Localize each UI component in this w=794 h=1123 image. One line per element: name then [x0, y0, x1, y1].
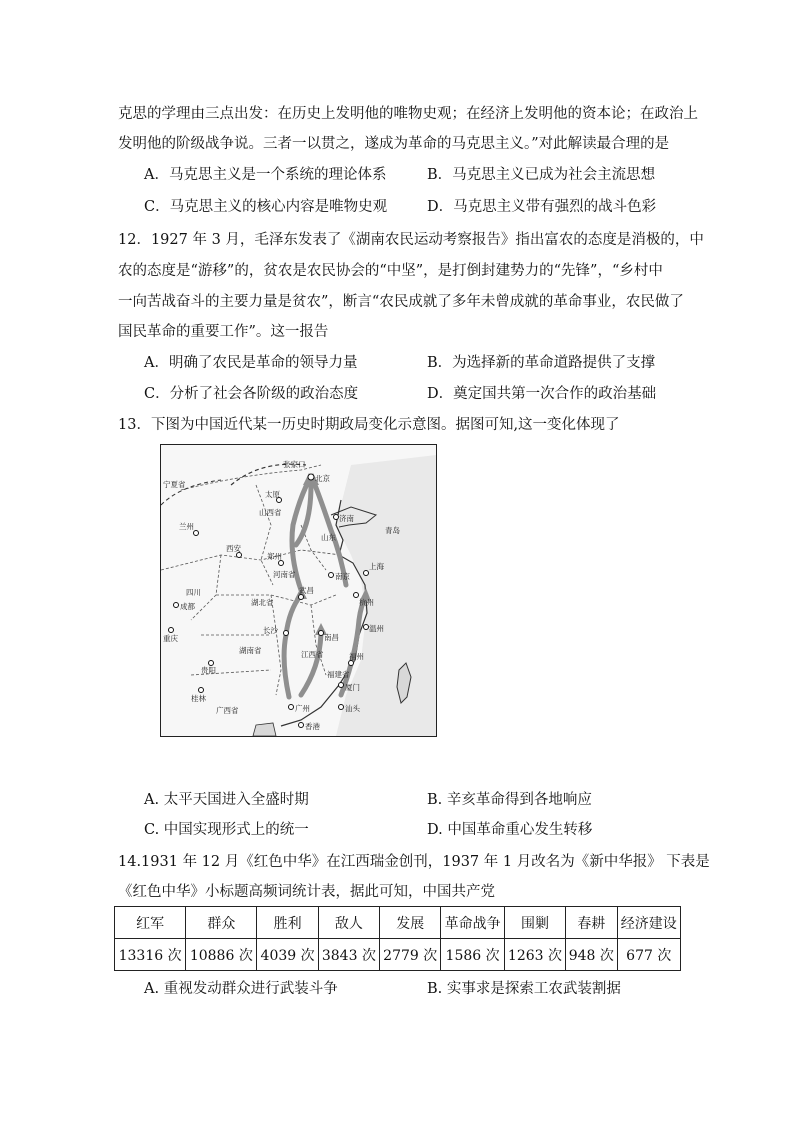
q13-option-a: A. 太平天国进入全盛时期	[144, 792, 309, 808]
label-chengdu: 成都	[180, 602, 195, 611]
header-cell: 经济建设	[617, 907, 681, 939]
table-header-row	[115, 907, 681, 939]
label-jinan: 济南	[339, 514, 354, 523]
label-guiyang: 贵阳	[201, 666, 216, 675]
q13-option-b: B. 辛亥革命得到各地响应	[427, 792, 592, 808]
hainan-island	[253, 723, 276, 736]
label-xianggang: 香港	[305, 722, 320, 731]
q12-stem-line-3: 一向苦战奋斗的主要力量是贫农”，断言“农民成就了多年未曾成就的革命事业，农民做了	[118, 294, 684, 310]
province-borders	[161, 465, 341, 695]
central-route-arrow	[301, 630, 321, 695]
value-cell: 1263 次	[504, 939, 565, 971]
label-henan: 河南省	[273, 570, 296, 579]
label-fujian: 福建省	[327, 670, 350, 679]
word-frequency-table	[114, 906, 681, 971]
q13-stem: 13．下图为中国近代某一历史时期政局变化示意图。据图可知,这一变化体现了	[118, 417, 620, 433]
header-cell: 围剿	[504, 907, 565, 939]
header-cell: 胜利	[257, 907, 318, 939]
label-shanxi: 山西省	[259, 508, 282, 517]
sea-area	[336, 455, 436, 736]
label-hunan: 湖南省	[239, 646, 262, 655]
label-changsha: 长沙	[263, 626, 278, 635]
map-svg	[161, 445, 436, 736]
label-ningxia: 宁夏省	[163, 480, 186, 489]
q11-option-d: D．马克思主义带有强烈的战斗色彩	[427, 199, 657, 215]
value-cell: 2779 次	[380, 939, 441, 971]
value-cell: 677 次	[617, 939, 681, 971]
q14-stem-line-2: 《红色中华》小标题高频词统计表，据此可知，中国共产党	[118, 884, 495, 900]
q14-option-b: B. 实事求是探索工农武装割据	[427, 981, 621, 997]
label-zhangjiakou: 张家口	[283, 460, 306, 469]
value-cell: 10886 次	[186, 939, 257, 971]
header-cell: 春耕	[566, 907, 617, 939]
label-shandong: 山东	[321, 533, 336, 542]
q12-option-d: D．奠定国共第一次合作的政治基础	[427, 386, 657, 402]
label-chongqing: 重庆	[163, 634, 178, 643]
header-cell: 红军	[115, 907, 186, 939]
label-lanzhou: 兰州	[179, 522, 194, 531]
q12-option-a: A．明确了农民是革命的领导力量	[144, 355, 358, 371]
label-beijing: 北京	[315, 474, 330, 483]
q13-option-d: D. 中国革命重心发生转移	[427, 822, 593, 838]
value-cell: 13316 次	[115, 939, 186, 971]
political-change-map	[160, 444, 437, 737]
header-cell: 敌人	[318, 907, 379, 939]
q14-option-a: A. 重视发动群众进行武装斗争	[144, 981, 338, 997]
header-cell: 革命战争	[441, 907, 504, 939]
label-jiangxi: 江西省	[301, 650, 324, 659]
label-taiyuan: 太原	[265, 490, 280, 499]
label-nanjing: 南京	[335, 572, 350, 581]
label-shantou: 汕头	[345, 704, 360, 713]
q11-option-a: A．马克思主义是一个系统的理论体系	[144, 167, 387, 183]
header-cell: 群众	[186, 907, 257, 939]
label-nanchang: 南昌	[324, 633, 339, 642]
label-hangzhou: 杭州	[359, 598, 374, 607]
q12-option-c: C．分析了社会各阶级的政治态度	[144, 386, 359, 402]
label-wuchang: 武昌	[299, 586, 314, 595]
label-fuzhou: 福州	[349, 652, 364, 661]
label-zhengzhou: 郑州	[267, 552, 282, 561]
q11-stem-line-2: 发明他的阶级战争说。三者一以贯之，遂成为革命的马克思主义。”对此解读最合理的是	[118, 136, 670, 152]
value-cell: 948 次	[566, 939, 617, 971]
label-qingdao: 青岛	[385, 526, 400, 535]
q11-stem-line-1: 克思的学理由三点出发：在历史上发明他的唯物史观；在经济上发明他的资本论；在政治上	[118, 106, 698, 122]
label-guangxi: 广西省	[216, 706, 239, 715]
label-hubei: 湖北省	[251, 598, 274, 607]
label-wenzhou: 温州	[369, 624, 384, 633]
q12-option-b: B．为选择新的革命道路提供了支撑	[427, 355, 656, 371]
label-sichuan: 四川	[186, 588, 201, 597]
q12-stem-line-4: 国民革命的重要工作”。这一报告	[118, 324, 329, 340]
q12-stem-line-2: 农的态度是“游移”的，贫农是农民协会的“中坚”，是打倒封建势力的“先锋”，“乡村中	[118, 263, 663, 279]
label-guilin: 桂林	[191, 694, 206, 703]
western-route-arrow	[284, 595, 301, 697]
q13-option-c: C. 中国实现形式上的统一	[144, 822, 309, 838]
table-row	[115, 939, 681, 971]
label-shanghai: 上海	[369, 562, 384, 571]
label-guangzhou: 广州	[295, 704, 310, 713]
q12-stem-line-1: 12．1927 年 3 月，毛泽东发表了《湖南农民运动考察报告》指出富农的态度是消极的，中	[118, 232, 704, 248]
q11-option-b: B．马克思主义已成为社会主流思想	[427, 167, 656, 183]
value-cell: 3843 次	[318, 939, 379, 971]
q11-option-c: C．马克思主义的核心内容是唯物史观	[144, 199, 388, 215]
value-cell: 1586 次	[441, 939, 504, 971]
value-cell: 4039 次	[257, 939, 318, 971]
label-xian: 西安	[226, 544, 241, 553]
q14-stem-line-1: 14.1931 年 12 月《红色中华》在江西瑞金创刊，1937 年 1 月改名为《新中华报》 下表是	[118, 854, 710, 870]
header-cell: 发展	[380, 907, 441, 939]
label-xiamen: 厦门	[345, 683, 360, 692]
